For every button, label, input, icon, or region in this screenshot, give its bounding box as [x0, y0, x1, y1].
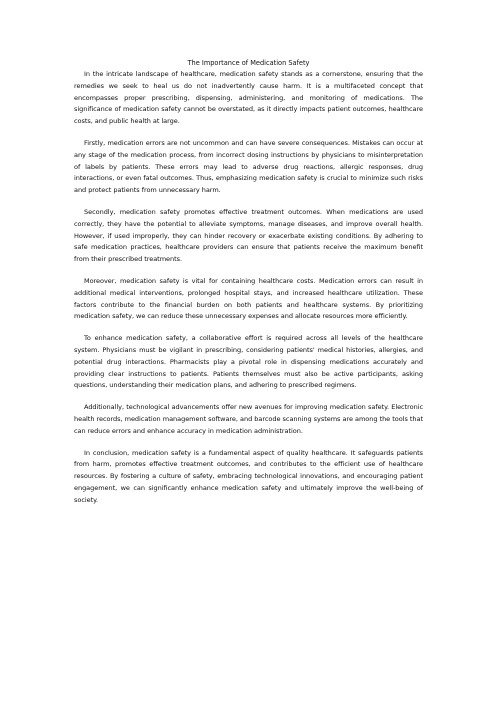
paragraph-medication-errors: Firstly, medication errors are not uncommon and can have severe consequences. Mistakes can occur at any stage of the medication process, from incorrect dosing instructions by physicians to misinterpretation of labels by patients. These errors may lead to adverse drug reactions, allergic responses, drug interactions, or even fatal outcomes. Thus, emphasizing medication safety is crucial to minimize such risks and protect patients from unnecessary harm.	[74, 138, 423, 195]
paragraph-healthcare-costs: Moreover, medication safety is vital for containing healthcare costs. Medication errors can result in additional medical interventions, prolonged hospital stays, and increased healthcare utilization. These factors contribute to the financial burden on both patients and healthcare systems. By prioritizing medication safety, we can reduce these unnecessary expenses and allocate resources more efficiently.	[74, 276, 423, 321]
paragraph-introduction: In the intricate landscape of healthcare, medication safety stands as a cornerstone, ensuring that the remedies we seek to heal us do not inadvertently cause harm. It is a multifaceted concept that encompasses proper prescribing, dispensing, administering, and monitoring of medications. The significance of medication safety cannot be overstated, as it directly impacts patient outcomes, healthcare costs, and public health at large.	[74, 70, 423, 126]
document-body	[74, 58, 423, 517]
paragraph-technology: Additionally, technological advancements offer new avenues for improving medication safety. Electronic health records, medication management software, and barcode scanning systems are among the tools that can reduce errors and enhance accuracy in medication administration.	[74, 403, 423, 435]
document-title: The Importance of Medication Safety	[187, 59, 310, 67]
paragraph-conclusion: In conclusion, medication safety is a fundamental aspect of quality healthcare. It safeguards patients from harm, promotes effective treatment outcomes, and contributes to the efficient use of healthcare resources. By fostering a culture of safety, embracing technological innovations, and encouraging patient engagement, we can significantly enhance medication safety and ultimately improve the well-being of society.	[74, 448, 423, 504]
paragraph-collaborative-effort: To enhance medication safety, a collaborative effort is required across all levels of the healthcare system. Physicians must be vigilant in prescribing, considering patients' medical histories, allergies, and potential drug interactions. Pharmacists play a pivotal role in dispensing medications accurately and providing clear instructions to patients. Patients themselves must also be active participants, asking questions, understanding their medication plans, and adhering to prescribed regimens.	[74, 334, 423, 390]
paragraph-treatment-outcomes: Secondly, medication safety promotes effective treatment outcomes. When medications are used correctly, they have the potential to alleviate symptoms, manage diseases, and improve overall health. However, if used improperly, they can hinder recovery or exacerbate existing conditions. By adhering to safe medication practices, healthcare providers can ensure that patients receive the maximum benefit from their prescribed treatments.	[74, 207, 423, 264]
